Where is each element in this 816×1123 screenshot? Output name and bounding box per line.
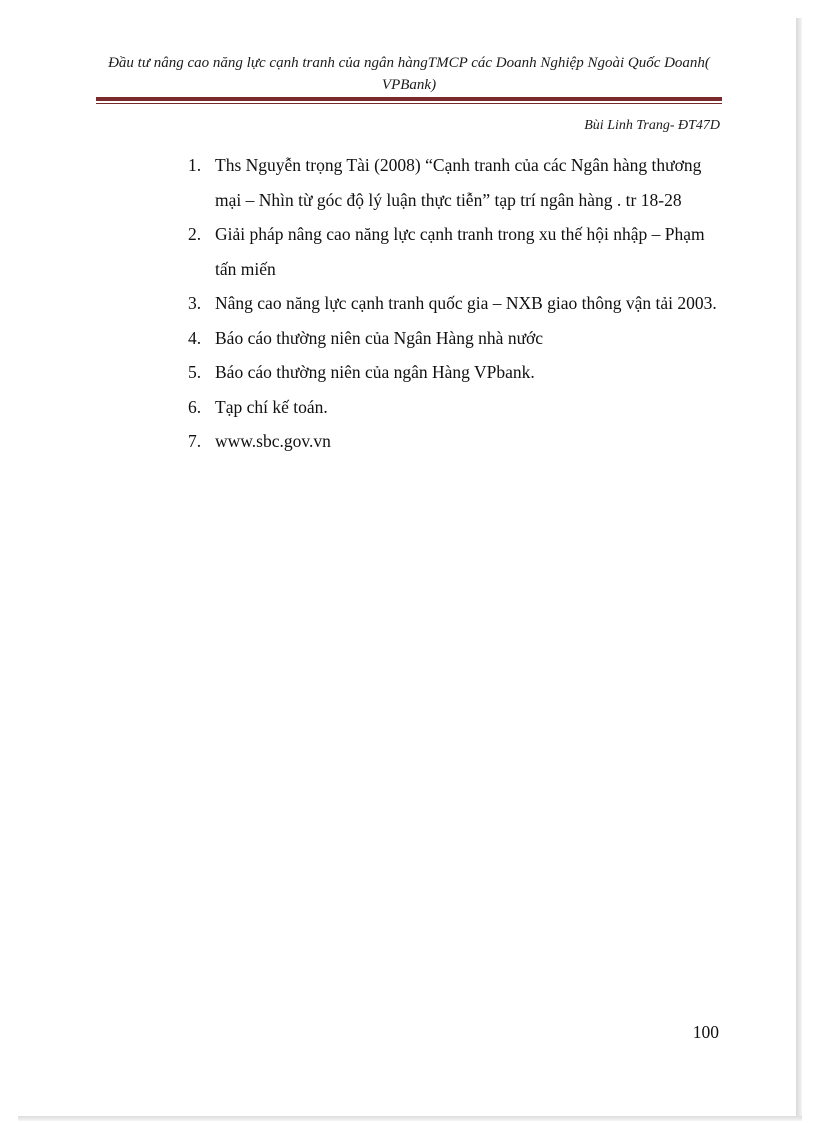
reference-text: Tạp chí kế toán. (215, 396, 328, 417)
reference-number: 4. (188, 327, 202, 348)
reference-item (188, 217, 718, 286)
page-shadow-bottom (18, 1116, 802, 1121)
reference-number: 2. (188, 224, 202, 244)
reference-text: Nâng cao năng lực cạnh tranh quốc gia – NXB giao thông vận tải 2003. (215, 293, 717, 313)
reference-number: 3. (188, 293, 202, 313)
reference-item (188, 148, 718, 217)
reference-item (188, 390, 718, 425)
reference-number: 5. (188, 362, 202, 382)
reference-number: 6. (188, 396, 202, 417)
header-rule-thick (96, 97, 722, 101)
reference-number: 1. (188, 155, 202, 175)
reference-item (188, 355, 718, 390)
reference-text: Ths Nguyễn trọng Tài (2008) “Cạnh tranh của các Ngân hàng thương mại – Nhìn từ góc độ lý luận thực tiễn” tạp trí ngân hàng . tr 18-28 (215, 155, 702, 210)
reference-text: Báo cáo thường niên của ngân Hàng VPbank. (215, 362, 535, 382)
running-header-author: Bùi Linh Trang- ĐT47D (584, 118, 720, 133)
header-rule-thin (96, 103, 722, 104)
page-number: 100 (692, 1022, 719, 1042)
reference-item (188, 424, 718, 459)
reference-item (188, 286, 718, 321)
page-shadow-right (796, 18, 802, 1118)
reference-text: www.sbc.gov.vn (215, 431, 331, 451)
running-header-title: Đầu tư nâng cao năng lực cạnh tranh của ngân hàngTMCP các Doanh Nghiệp Ngoài Quốc Doanh( VPBank) (108, 55, 710, 93)
reference-number: 7. (188, 431, 202, 451)
reference-list (188, 148, 718, 459)
reference-text: Giải pháp nâng cao năng lực cạnh tranh trong xu thế hội nhập – Phạm tấn miến (215, 224, 705, 279)
reference-item (188, 321, 718, 356)
reference-text: Báo cáo thường niên của Ngân Hàng nhà nước (215, 327, 544, 348)
